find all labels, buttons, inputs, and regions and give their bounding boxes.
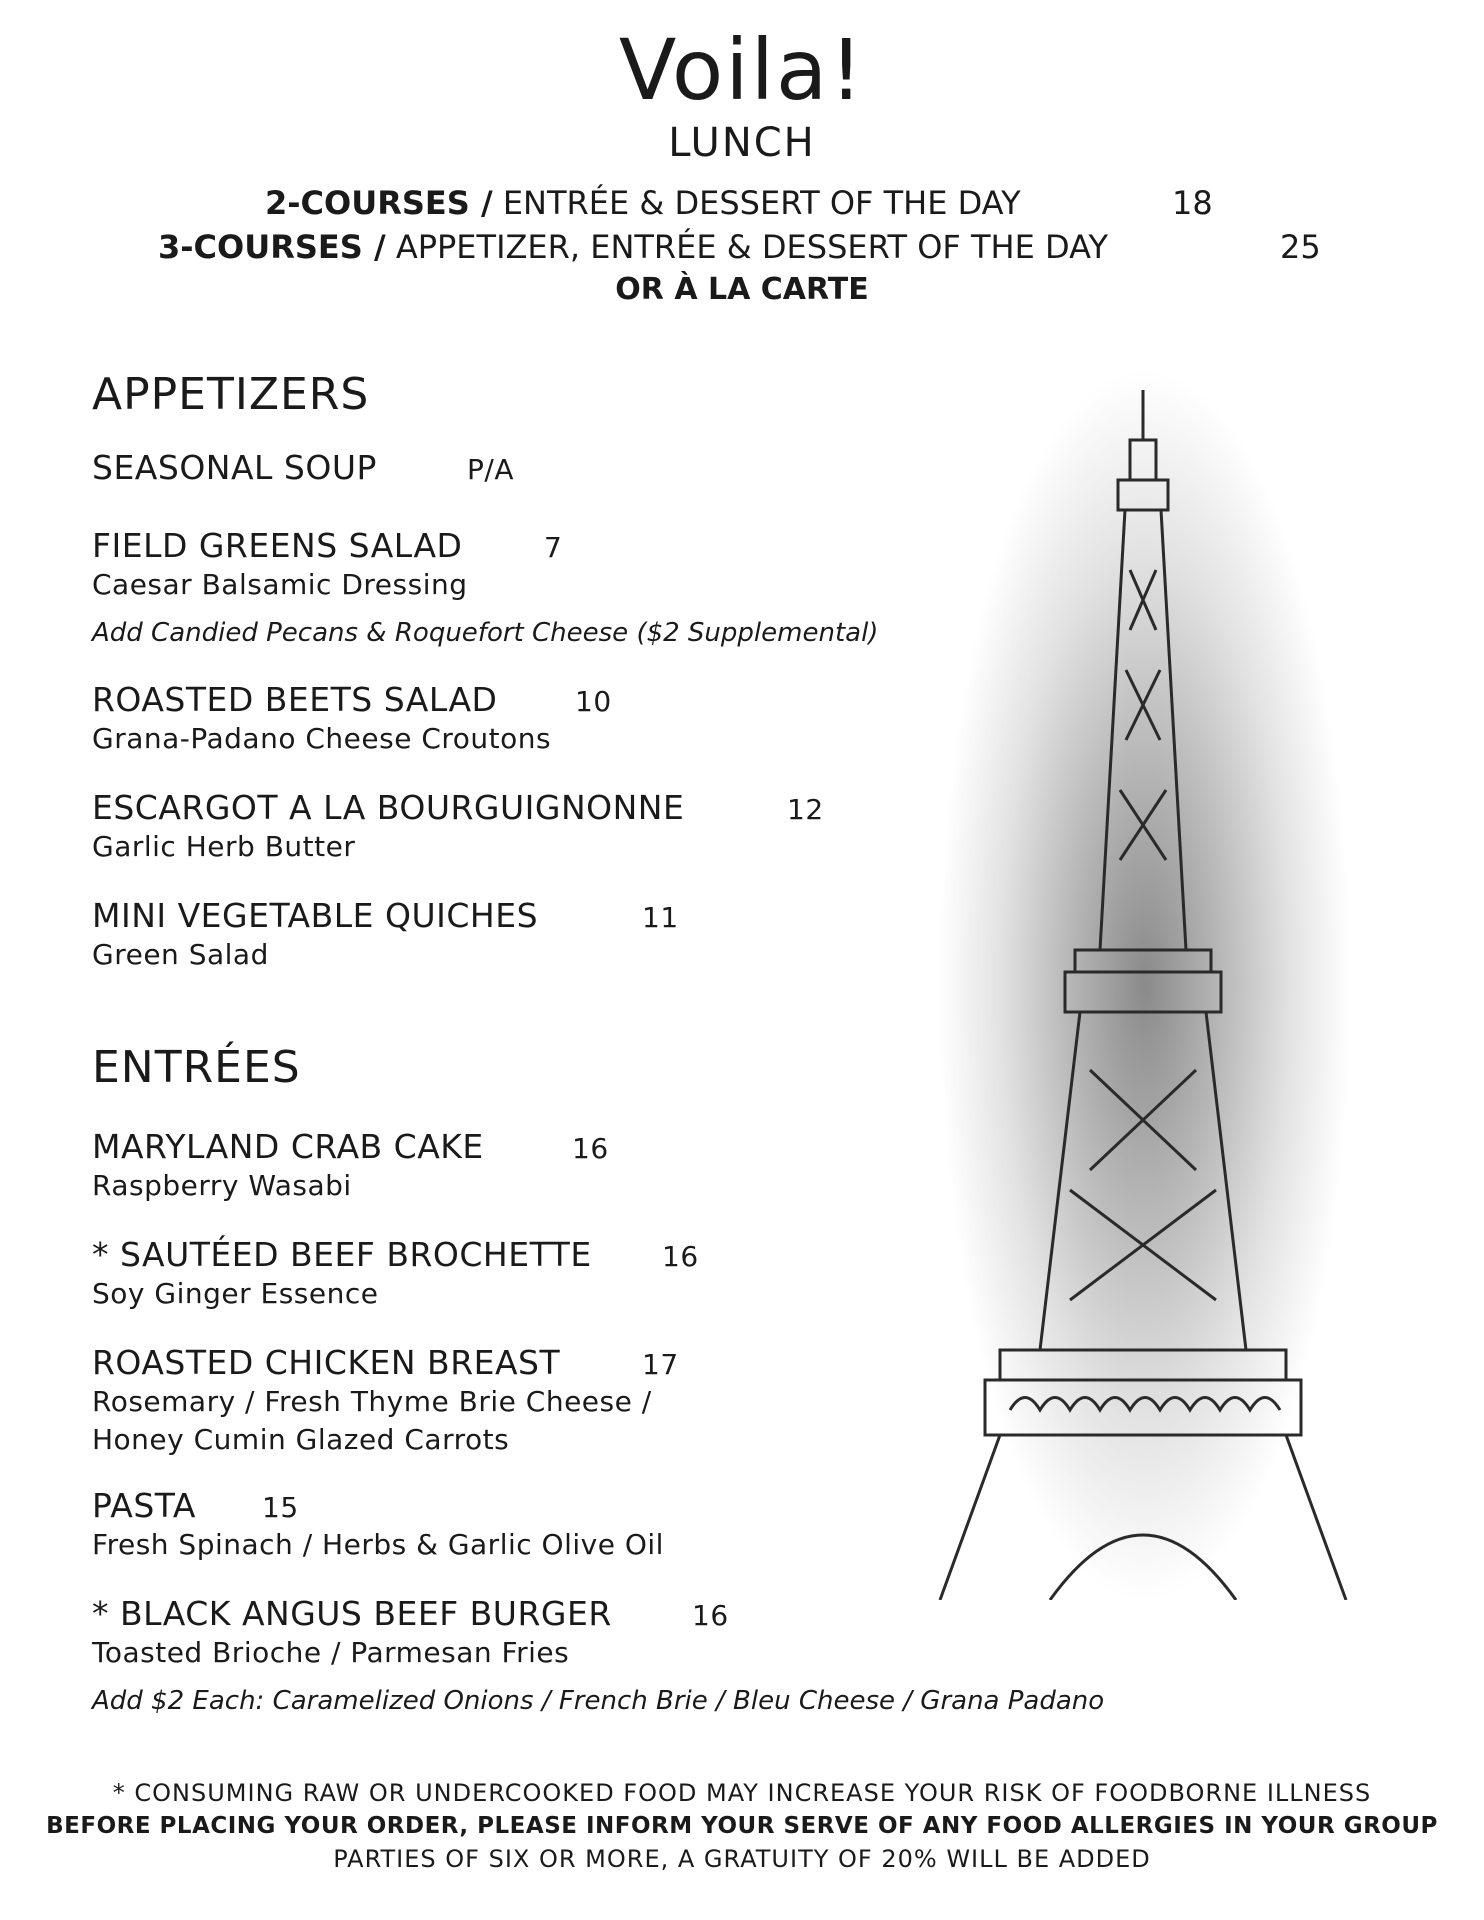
eiffel-tower-icon [930,370,1360,1600]
menu-item [92,1127,609,1167]
menu-item [92,1343,679,1383]
menu-item [92,680,612,720]
item-name: * SAUTÉED BEEF BROCHETTE [92,1235,592,1274]
item-name: PASTA [92,1486,196,1525]
item-price: 7 [544,531,563,564]
menu-item [92,788,824,828]
item-description: Green Salad [92,938,269,971]
item-description: Fresh Spinach / Herbs & Garlic Olive Oil [92,1528,664,1561]
item-price: P/A [467,453,514,486]
raw-food-warning: * CONSUMING RAW OR UNDERCOOKED FOOD MAY INCREASE YOUR RISK OF FOODBORNE ILLNESS [112,1779,1372,1807]
item-name: SEASONAL SOUP [92,448,377,487]
allergy-notice: BEFORE PLACING YOUR ORDER, PLEASE INFORM YOUR SERVE OF ANY FOOD ALLERGIES IN YOUR GROUP [46,1813,1438,1839]
item-price: 16 [662,1240,699,1273]
entrees-heading: ENTRÉES [92,1042,301,1093]
item-price: 17 [642,1348,679,1381]
menu-item [92,526,563,566]
item-description: Toasted Brioche / Parmesan Fries [92,1636,570,1669]
menu-item [92,448,514,488]
eiffel-tower-illustration [930,370,1360,1600]
item-description-line-2: Honey Cumin Glazed Carrots [92,1423,510,1456]
item-price: 11 [642,901,679,934]
item-description: Rosemary / Fresh Thyme Brie Cheese / [92,1385,652,1418]
two-course-price: 18 [1172,184,1213,222]
item-description: Soy Ginger Essence [92,1277,379,1310]
gratuity-notice: PARTIES OF SIX OR MORE, A GRATUITY OF 20% WILL BE ADDED [333,1845,1151,1873]
menu-item [92,896,679,936]
item-price: 16 [692,1599,729,1632]
item-description: Grana-Padano Cheese Croutons [92,722,552,755]
item-name: MARYLAND CRAB CAKE [92,1127,484,1166]
a-la-carte-label: OR À LA CARTE [615,272,869,307]
item-name: ROASTED CHICKEN BREAST [92,1343,561,1382]
two-course-label: 2-COURSES / [265,184,493,222]
item-name: ESCARGOT A LA BOURGUIGNONNE [92,788,685,827]
burger-addon-note: Add $2 Each: Caramelized Onions / French Brie / Bleu Cheese / Grana Padano [92,1686,1105,1716]
item-name: FIELD GREENS SALAD [92,526,463,565]
item-price: 15 [262,1491,299,1524]
three-course-label: 3-COURSES / [158,228,386,266]
item-price: 12 [787,793,824,826]
menu-title: Voila! [618,21,866,119]
item-price: 16 [572,1132,609,1165]
salad-supplement-note: Add Candied Pecans & Roquefort Cheese ($2 Supplemental) [92,618,879,648]
item-description: Raspberry Wasabi [92,1169,352,1202]
item-description: Caesar Balsamic Dressing [92,568,468,601]
item-name: MINI VEGETABLE QUICHES [92,896,539,935]
menu-item [92,1486,299,1526]
three-course-desc: APPETIZER, ENTRÉE & DESSERT OF THE DAY [395,228,1109,266]
three-course-price: 25 [1280,228,1321,266]
menu-item [92,1594,729,1634]
appetizers-heading: APPETIZERS [92,369,370,420]
item-name: * BLACK ANGUS BEEF BURGER [92,1594,612,1633]
menu-item [92,1235,699,1275]
item-name: ROASTED BEETS SALAD [92,680,498,719]
item-description: Garlic Herb Butter [92,830,356,863]
three-course-line [158,227,1108,267]
menu-subtitle: LUNCH [668,120,816,166]
two-course-desc: ENTRÉE & DESSERT OF THE DAY [502,184,1021,222]
two-course-line [265,183,1021,223]
item-price: 10 [575,685,612,718]
